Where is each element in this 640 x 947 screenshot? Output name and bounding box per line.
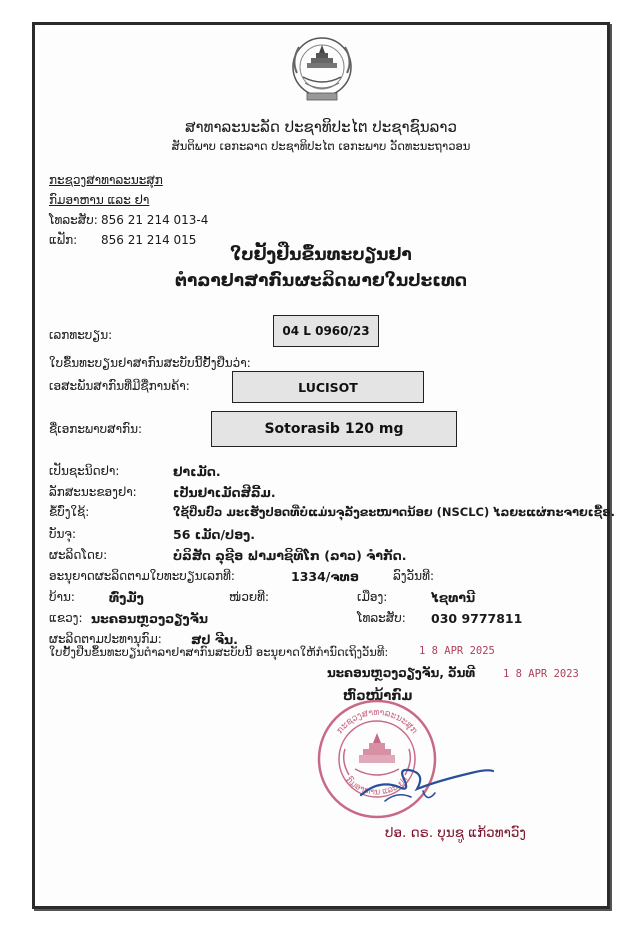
indication-value: ໃຊ້ປິ່ນປົວ ມະເຮັງປອດທີ່ບໍ່ແມ່ນຈຸລັງຂະໜາດນ້ອຍ (NSCLC) ໄລຍະແຜ່ກະຈາຍເຊື້ອ.: [173, 505, 615, 519]
tel-value: 856 21 214 013-4: [101, 213, 209, 227]
seal-top-text: ກະຊວງສາທາລະນະສຸກ: [335, 707, 419, 737]
producer-label: ຜະລິດໂດຍ:: [49, 548, 108, 562]
certificate-subtitle: ຕຳລາຢາສາກົນຜະລິດພາຍໃນປະເທດ: [174, 271, 467, 291]
unit-label: ໜ່ວຍທີ:: [229, 590, 270, 604]
registration-number-box: [273, 315, 379, 347]
characteristics-label: ລັກສະນະຂອງຢາ:: [49, 485, 137, 499]
trade-name-label: ເອສະພັນສາກົນທີ່ມີຊື່ການຄ້າ:: [49, 379, 190, 393]
tel-label: ໂທລະສັບ:: [49, 213, 98, 227]
seal-bottom-text: ກົມອາຫານ ແລະ ຢາ: [343, 774, 411, 798]
district-value: ໄຊທານີ: [431, 590, 476, 605]
form-label: ເປັນຊະນິດຢາ:: [49, 464, 120, 478]
national-motto: ສັນຕິພາບ ເອກະລາດ ປະຊາທິປະໄຕ ເອກະພາບ ວັດທະນະຖາວອນ: [171, 139, 471, 153]
license-date-label: ລົງວັນທີ:: [393, 569, 434, 583]
issue-date-stamp: 1 8 APR 2023: [503, 668, 579, 680]
characteristics-value: ເປັນຢາເມັດສີລີ້ມ.: [173, 485, 276, 500]
trade-name-box: [232, 371, 424, 403]
pack-value: 56 ເມັດ/ປອງ.: [173, 527, 256, 542]
certificate-frame: [32, 22, 615, 909]
trade-name-value: LUCISOT: [298, 379, 358, 395]
signer-role: ຫົວໜ້າກົມ: [343, 689, 413, 704]
registration-number-value: 04 L 0960/23: [282, 324, 370, 338]
form-value: ຢາເມັດ.: [173, 464, 221, 479]
department-name: ກົມອາຫານ ແລະ ຢາ: [49, 193, 150, 207]
origin-value: ສປ ຈີນ.: [191, 632, 238, 647]
village-label: ບ້ານ:: [49, 590, 75, 604]
indication-label: ຂໍ້ບົ່ງໃຊ້:: [49, 505, 90, 519]
generic-name-value: Sotorasib 120 mg: [264, 421, 404, 437]
village-value: ທົ່ງມັ່ງ: [109, 590, 144, 605]
expiry-date-stamp: 1 8 APR 2025: [419, 645, 495, 657]
certificate-title: ໃບຢັ້ງຢືນຂຶ້ນທະບຽນຢາ: [230, 245, 412, 265]
origin-label: ຜະລິດຕາມປະທານຸກົມ:: [49, 632, 162, 646]
certify-text: ໃບຂຶ້ນທະບຽນຢາສາກົນສະບັບນີ້ຢັ້ງຢືນວ່າ:: [49, 356, 251, 370]
validity-text: ໃບຢັ້ງຢືນຂຶ້ນທະບຽນຕຳລາຢາສາກົນສະບັບນີ້ ອະນຸຍາດໃຫ້ກຳນົດເຖິງວັນທີ:: [49, 645, 389, 659]
phone-value: 030 9777811: [431, 611, 523, 626]
registration-number-label: ເລກທະບຽນ:: [49, 328, 113, 342]
ministry-name: ກະຊວງສາທາລະນະສຸກ: [49, 173, 163, 187]
generic-name-box: [211, 411, 457, 447]
country-name: ສາທາລະນະລັດ ປະຊາທິປະໄຕ ປະຊາຊົນລາວ: [185, 118, 457, 136]
handwritten-signature: [341, 741, 501, 811]
province-value: ນະຄອນຫຼວງວຽງຈັນ: [91, 611, 208, 626]
license-label: ອະນຸຍາດຜະລິດຕາມໃບທະບຽນເລກທີ:: [49, 569, 235, 583]
fax-value: 856 21 214 015: [101, 233, 197, 247]
national-emblem: [289, 31, 355, 105]
district-label: ເມືອງ:: [357, 590, 388, 604]
province-label: ແຂວງ:: [49, 611, 83, 625]
license-value: 1334/ຈທອ: [291, 569, 359, 584]
place-date-text: ນະຄອນຫຼວງວຽງຈັນ, ວັນທີ: [327, 666, 476, 680]
producer-value: ບໍລິສັດ ລຸຊີອ ຟາມາຊິທິໂກ (ລາວ) ຈຳກັດ.: [173, 548, 407, 563]
signer-name: ປອ. ດຣ. ບຸນຊູ ແກ້ວທາວົງ: [385, 825, 526, 841]
fax-label: ແຟັກ:: [49, 233, 78, 247]
phone-label: ໂທລະສັບ:: [357, 611, 406, 625]
pack-label: ບັນຈຸ:: [49, 527, 76, 541]
svg-text:ກະຊວງສາທາລະນະສຸກ: [335, 708, 419, 736]
generic-name-label: ຊື່ເອກະພາບສາກົນ:: [49, 422, 143, 436]
